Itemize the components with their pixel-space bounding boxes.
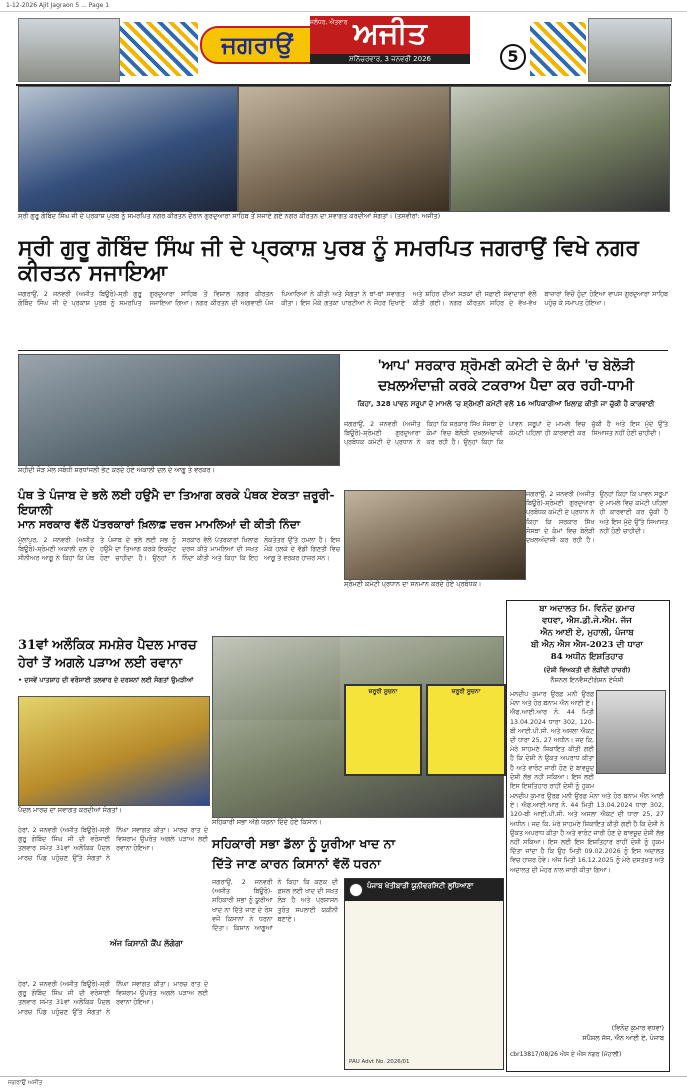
mid-photo-caption: ਸ਼ਹੀਦੀ ਜੋੜ ਮੇਲ ਸਬੰਧੀ ਸ਼ਰਧਾਂਜਲੀ ਭੇਟ ਕਰਦੇ ਹੋਏ ਅਕਾਲੀ ਦਲ ਦੇ ਆਗੂ ਤੇ ਵਰਕਰ। xyxy=(18,466,216,474)
masthead-pattern xyxy=(120,22,198,76)
ad-classified-2-title: ਜ਼ਰੂਰੀ ਸੂਚਨਾ xyxy=(451,688,481,695)
logo-title-left: ਜਗਰਾਉਂ xyxy=(200,26,314,64)
ad-classified-2 xyxy=(426,684,506,776)
story2-headline-line1: ਪੰਥ ਤੇ ਪੰਜਾਬ ਦੇ ਭਲੇ ਲਈ ਹਉਮੈ ਦਾ ਤਿਆਗ ਕਰਕੇ ਪੰਥਕ ਏਕਤਾ ਜ਼ਰੂਰੀ-ਇਯਾਲੀ xyxy=(18,488,335,517)
pau-emblem-icon xyxy=(349,883,363,897)
story3-body-continued: ਜਗਰਾਉਂ, 2 ਜਨਵਰੀ (ਅਜੀਤ ਬਿਊਰੋ)-ਸ਼੍ਰੋਮਣੀ ਗੁਰਦੁਆਰਾ ਪ੍ਰਬੰਧਕ ਕਮੇਟੀ ਦੇ ਪ੍ਰਧਾਨ ਨੇ ਕਿਹਾ ਕਿ ਸਰਕਾਰ ਸਿੱਖ ਸੰਸਥਾ ਦੇ ਕੰਮਾਂ ਵਿਚ ਬੇਲੋੜੀ ਦਖ਼ਲਅੰਦਾਜ਼ੀ ਕਰ ਰਹੀ ਹੈ। ਉਨ੍ਹਾਂ ਕਿਹਾ ਕਿ ਪਾਵਨ ਸਰੂਪਾਂ ਦੇ ਮਾਮਲੇ ਵਿਚ ਕਮੇਟੀ ਪਹਿਲਾਂ ਹੀ ਕਾਰਵਾਈ ਕਰ ਚੁੱਕੀ ਹੈ ਅਤੇ ਇਸ ਮੁੱਦੇ ਉੱਤੇ ਸਿਆਸਤ ਨਹੀਂ ਹੋਣੀ ਚਾਹੀਦੀ। xyxy=(526,491,668,545)
story4-body-continued: ਹੇਰਾਂ, 2 ਜਨਵਰੀ (ਅਜੀਤ ਬਿਊਰੋ)-ਸ੍ਰੀ ਗੁਰੂ ਗੋਬਿੰਦ ਸਿੰਘ ਜੀ ਦੀ ਵਰੋਸਾਈ ਤਲਵਾਰ ਸਮੇਤ 31ਵਾਂ ਅਲੌਕਿਕ ਪੈਦਲ ਮਾਰਚ ਪਿੰਡ ਪਹੁੰਚਣ ਉੱਤੇ ਸੰਗਤਾਂ ਨੇ ਨਿੱਘਾ ਸਵਾਗਤ ਕੀਤਾ। ਮਾਰਚ ਰਾਤ ਦੇ ਵਿਸ਼ਰਾਮ ਉਪਰੰਤ ਅਗਲੇ ਪੜਾਅ ਲਈ ਰਵਾਨਾ ਹੋਇਆ। xyxy=(18,981,208,1016)
divider xyxy=(18,350,668,351)
story3-headline-line2: ਦਖ਼ਲਅੰਦਾਜ਼ੀ ਕਰਕੇ ਟਕਰਾਅ ਪੈਦਾ ਕਰ ਰਹੀ-ਧਾਮੀ xyxy=(378,378,634,394)
story3-body: ਜਗਰਾਉਂ, 2 ਜਨਵਰੀ (ਅਜੀਤ ਬਿਊਰੋ)-ਸ਼੍ਰੋਮਣੀ ਗੁਰਦੁਆਰਾ ਪ੍ਰਬੰਧਕ ਕਮੇਟੀ ਦੇ ਪ੍ਰਧਾਨ ਨੇ ਕਿਹਾ ਕਿ ਸਰਕਾਰ ਸਿੱਖ ਸੰਸਥਾ ਦੇ ਕੰਮਾਂ ਵਿਚ ਬੇਲੋੜੀ ਦਖ਼ਲਅੰਦਾਜ਼ੀ ਕਰ ਰਹੀ ਹੈ। ਉਨ੍ਹਾਂ ਕਿਹਾ ਕਿ ਪਾਵਨ ਸਰੂਪਾਂ ਦੇ ਮਾਮਲੇ ਵਿਚ ਕਮੇਟੀ ਪਹਿਲਾਂ ਹੀ ਕਾਰਵਾਈ ਕਰ ਚੁੱਕੀ ਹੈ ਅਤੇ ਇਸ ਮੁੱਦੇ ਉੱਤੇ ਸਿਆਸਤ ਨਹੀਂ ਹੋਣੀ ਚਾਹੀਦੀ। xyxy=(344,421,668,447)
court-notice-title-5: 84 ਅਧੀਨ ਇਸ਼ਤਿਹਾਰ xyxy=(550,652,624,662)
photo-akali-tribute xyxy=(18,354,340,466)
story4-bullet: • ਦਸਵੇਂ ਪਾਤਸ਼ਾਹ ਦੀ ਵਰੋਸਾਈ ਤਲਵਾਰ ਦੇ ਦਰਸ਼ਨਾਂ ਲਈ ਸੰਗਤਾਂ ਉਮੜੀਆਂ xyxy=(18,676,194,684)
ad-pau-notice xyxy=(344,878,504,1070)
court-notice-body-continued: ਮਨਦੀਪ ਕੁਮਾਰ ਉਰਫ਼ ਮਨੀ ਉਰਫ਼ ਮੋਨਾ ਅਤੇ ਹੋਰ ਬਨਾਮ ਐਨ ਆਈ ਏ। ਐਫ.ਆਈ.ਆਰ ਨੰ. 44 ਮਿਤੀ 13.04.2024 ਧਾਰਾ 302, 120-ਬੀ ਆਈ.ਪੀ.ਸੀ. ਅਤੇ ਅਸਲਾ ਐਕਟ ਦੀ ਧਾਰਾ 25, 27 ਅਧੀਨ। ਜਦ ਕਿ, ਮੇਰੇ ਸਾਹਮਣੇ ਸ਼ਿਕਾਇਤ ਕੀਤੀ ਗਈ ਹੈ ਕਿ ਦੋਸ਼ੀ ਨੇ ਉਕਤ ਅਪਰਾਧ ਕੀਤਾ ਹੈ ਅਤੇ ਵਾਰੰਟ ਜਾਰੀ ਹੋਣ ਦੇ ਬਾਵਜੂਦ ਦੋਸ਼ੀ ਲੱਭ ਨਹੀਂ ਸਕਿਆ। ਇਸ ਲਈ ਇਸ ਇਸ਼ਤਿਹਾਰ ਰਾਹੀਂ ਦੋਸ਼ੀ ਨੂੰ ਹੁਕਮ ਦਿੱਤਾ ਜਾਂਦਾ ਹੈ ਕਿ ਉਹ ਮਿਤੀ 09.02.2026 ਨੂੰ ਇਸ ਅਦਾਲਤ ਵਿਚ ਹਾਜ਼ਰ ਹੋਵੇ। ਅੱਜ ਮਿਤੀ 16.12.2025 ਨੂੰ ਮੇਰੇ ਦਸਤਖ਼ਤ ਅਤੇ ਅਦਾਲਤ ਦੀ ਮੋਹਰ ਨਾਲ ਜਾਰੀ ਕੀਤਾ ਗਿਆ। xyxy=(510,793,664,874)
masthead-pattern-right xyxy=(530,22,586,76)
photo-dhami-honour xyxy=(344,490,526,580)
court-notice-signature: (ਵਿਨੋਦ ਕੁਮਾਰ ਵਧਵਾ) xyxy=(611,1024,664,1032)
edition-date: ਸ਼ਨਿੱਚਰਵਾਰ, 3 ਜਨਵਰੀ 2026 xyxy=(310,54,470,64)
story2-body: ਮੁੱਲਾਂਪੁਰ, 2 ਜਨਵਰੀ (ਅਜੀਤ ਬਿਊਰੋ)-ਸ਼੍ਰੋਮਣੀ ਅਕਾਲੀ ਦਲ ਦੇ ਸੀਨੀਅਰ ਆਗੂ ਨੇ ਕਿਹਾ ਕਿ ਪੰਥ ਤੇ ਪੰਜਾਬ ਦੇ ਭਲੇ ਲਈ ਸਭ ਨੂੰ ਹਉਮੈ ਦਾ ਤਿਆਗ ਕਰਕੇ ਇਕਜੁੱਟ ਹੋਣਾ ਚਾਹੀਦਾ ਹੈ। ਉਨ੍ਹਾਂ ਨੇ ਸਰਕਾਰ ਵੱਲੋਂ ਪੱਤਰਕਾਰਾਂ ਖ਼ਿਲਾਫ਼ ਦਰਜ ਕੀਤੇ ਮਾਮਲਿਆਂ ਦੀ ਸਖ਼ਤ ਨਿੰਦਾ ਕੀਤੀ ਅਤੇ ਕਿਹਾ ਕਿ ਇਹ ਲੋਕਤੰਤਰ ਉੱਤੇ ਹਮਲਾ ਹੈ। ਇਸ ਮੌਕੇ ਹਲਕੇ ਦੇ ਵੱਡੀ ਗਿਣਤੀ ਵਿਚ ਆਗੂ ਤੇ ਵਰਕਰ ਹਾਜ਼ਰ ਸਨ। xyxy=(18,537,340,563)
ad-pau-footer: PAU Advt No. 2026/01 xyxy=(349,1059,410,1065)
court-notice-title-4: ਬੀ ਐਨ ਐਸ ਐਸ-2023 ਦੀ ਧਾਰਾ xyxy=(530,640,643,650)
masthead-photo-right xyxy=(588,18,672,82)
photo-paidal-march xyxy=(18,696,210,806)
story5-caption: ਸਹਿਕਾਰੀ ਸਭਾ ਅੱਗੇ ਧਰਨਾ ਦਿੰਦੇ ਹੋਏ ਕਿਸਾਨ। xyxy=(212,818,322,826)
story2-headline-line2: ਮਾਨ ਸਰਕਾਰ ਵੱਲੋਂ ਪੱਤਰਕਾਰਾਂ ਖ਼ਿਲਾਫ਼ ਦਰਜ ਮਾਮਲਿਆਂ ਦੀ ਕੀਤੀ ਨਿੰਦਾ xyxy=(18,518,301,531)
court-notice-title-1: ਬਾ ਅਦਾਲਤ ਮਿ. ਵਿਨੋਦ ਕੁਮਾਰ xyxy=(539,604,635,614)
court-notice-title-3: ਐਨ ਆਈ ਏ, ਮੁਹਾਲੀ, ਪੰਜਾਬ xyxy=(540,628,634,638)
story5-headline-line2: ਦਿੱਤੇ ਜਾਣ ਕਾਰਨ ਕਿਸਾਨਾਂ ਵੱਲੋਂ ਧਰਨਾ xyxy=(212,856,381,871)
story4-sub-headline: ਅੱਜ ਕਿਸਾਨੀ ਕੈਂਪ ਲੱਗੇਗਾ xyxy=(110,938,183,948)
top-photo-caption: ਸ੍ਰੀ ਗੁਰੂ ਗੋਬਿੰਦ ਸਿੰਘ ਜੀ ਦੇ ਪ੍ਰਕਾਸ਼ ਪੁਰਬ ਨੂੰ ਸਮਰਪਿਤ ਨਗਰ ਕੀਰਤਨ ਦੌਰਾਨ ਗੁਰਦੁਆਰਾ ਸਾਹਿਬ ਤੋਂ ਸਜਾਏ ਗਏ ਨਗਰ ਕੀਰਤਨ ਦਾ ਸਵਾਗਤ ਕਰਦੀਆਂ ਸੰਗਤਾਂ। (ਤਸਵੀਰਾਂ: ਅਜੀਤ) xyxy=(18,212,441,220)
ad-classified-1 xyxy=(344,684,422,776)
print-slug-strip: 1-12-2026 Ajit Jagraon 5 ... Page 1 xyxy=(0,0,687,12)
court-notice-title-2: ਵਧਵਾ, ਐਸ.ਡੀ.ਜੇ.ਐਮ. ਜੱਜ xyxy=(542,616,632,626)
story4-headline-line1: 31ਵਾਂ ਅਲੌਕਿਕ ਸਮਸ਼ੇਰ ਪੈਦਲ ਮਾਰਚ xyxy=(18,638,197,653)
ad-pau-title: ਪੰਜਾਬ ਖੇਤੀਬਾੜੀ ਯੂਨੀਵਰਸਿਟੀ ਲੁਧਿਆਣਾ xyxy=(345,879,503,901)
logo-subtitle: ਜਲੰਧਰ, ਐਤਵਾਰ xyxy=(310,19,348,26)
story4-caption: ਪੈਦਲ ਮਾਰਚ ਦਾ ਸਵਾਗਤ ਕਰਦੀਆਂ ਸੰਗਤਾਂ। xyxy=(18,806,122,814)
page-number: 5 xyxy=(500,44,526,70)
photo-nagar-kirtan-1 xyxy=(18,86,238,212)
story3-subhead: ਕਿਹਾ, 328 ਪਾਵਨ ਸਰੂਪਾਂ ਦੇ ਮਾਮਲੇ 'ਚ ਸ਼੍ਰੋਮਣੀ ਕਮੇਟੀ ਵਲੋਂ 16 ਅਧਿਕਾਰੀਆਂ ਖ਼ਿਲਾਫ਼ ਕੀਤੀ ਜਾ ਚੁੱਕੀ ਹੈ ਕਾਰਵਾਈ xyxy=(357,400,655,408)
court-notice-subtitle: (ਦੋਸ਼ੀ ਵਿਅਕਤੀ ਦੀ ਲੋੜੀਂਦੀ ਹਾਜ਼ਰੀ) xyxy=(543,666,631,674)
story4-headline-line2: ਹੇਰਾਂ ਤੋਂ ਅਗਲੇ ਪੜਾਅ ਲਈ ਰਵਾਨਾ xyxy=(18,656,183,671)
story1-body: ਜਗਰਾਉਂ, 2 ਜਨਵਰੀ (ਅਜੀਤ ਬਿਊਰੋ)-ਸ੍ਰੀ ਗੁਰੂ ਗੋਬਿੰਦ ਸਿੰਘ ਜੀ ਦੇ ਪ੍ਰਕਾਸ਼ ਪੁਰਬ ਨੂੰ ਸਮਰਪਿਤ ਗੁਰਦੁਆਰਾ ਸਾਹਿਬ ਤੋਂ ਵਿਸ਼ਾਲ ਨਗਰ ਕੀਰਤਨ ਸਜਾਇਆ ਗਿਆ। ਨਗਰ ਕੀਰਤਨ ਦੀ ਅਗਵਾਈ ਪੰਜ ਪਿਆਰਿਆਂ ਨੇ ਕੀਤੀ ਅਤੇ ਸੰਗਤਾਂ ਨੇ ਥਾਂ-ਥਾਂ ਸਵਾਗਤ ਕੀਤਾ। ਇਸ ਮੌਕੇ ਗਤਕਾ ਪਾਰਟੀਆਂ ਨੇ ਜੌਹਰ ਦਿਖਾਏ ਅਤੇ ਸ਼ਹਿਰ ਦੀਆਂ ਸੜਕਾਂ ਦੀ ਸਫ਼ਾਈ ਸੇਵਾਦਾਰਾਂ ਵੱਲੋਂ ਕੀਤੀ ਗਈ। ਨਗਰ ਕੀਰਤਨ ਸ਼ਹਿਰ ਦੇ ਵੱਖ-ਵੱਖ ਬਾਜ਼ਾਰਾਂ ਵਿਚੋਂ ਹੁੰਦਾ ਹੋਇਆ ਵਾਪਸ ਗੁਰਦੁਆਰਾ ਸਾਹਿਬ ਪਹੁੰਚ ਕੇ ਸਮਾਪਤ ਹੋਇਆ। xyxy=(18,291,668,308)
photo-nagar-kirtan-2 xyxy=(238,86,450,212)
court-notice-sign-role: ਸਪੈਸ਼ਲ ਜੱਜ, ਐਨ ਆਈ ਏ, ਪੰਜਾਬ xyxy=(582,1034,664,1042)
story3-caption: ਸ਼੍ਰੋਮਣੀ ਕਮੇਟੀ ਪ੍ਰਧਾਨ ਦਾ ਸਨਮਾਨ ਕਰਦੇ ਹੋਏ ਪ੍ਰਬੰਧਕ। xyxy=(344,580,482,588)
court-notice-ref: ਨੈਸ਼ਨਲ ਇਨਵੈਸਟੀਗੇਸ਼ਨ ਏਜੰਸੀ xyxy=(550,676,624,684)
court-notice-footer: cbr13817/08/26 ਐਸ ਏ ਐਸ ਨਗਰ (ਮੋਹਾਲੀ) xyxy=(510,1051,622,1058)
court-notice-body: ਮਨਦੀਪ ਕੁਮਾਰ ਉਰਫ਼ ਮਨੀ ਉਰਫ਼ ਮੋਨਾ ਅਤੇ ਹੋਰ ਬਨਾਮ ਐਨ ਆਈ ਏ। ਐਫ.ਆਈ.ਆਰ ਨੰ. 44 ਮਿਤੀ 13.04.2024 ਧਾਰਾ 302, 120-ਬੀ ਆਈ.ਪੀ.ਸੀ. ਅਤੇ ਅਸਲਾ ਐਕਟ ਦੀ ਧਾਰਾ 25, 27 ਅਧੀਨ। ਜਦ ਕਿ, ਮੇਰੇ ਸਾਹਮਣੇ ਸ਼ਿਕਾਇਤ ਕੀਤੀ ਗਈ ਹੈ ਕਿ ਦੋਸ਼ੀ ਨੇ ਉਕਤ ਅਪਰਾਧ ਕੀਤਾ ਹੈ ਅਤੇ ਵਾਰੰਟ ਜਾਰੀ ਹੋਣ ਦੇ ਬਾਵਜੂਦ ਦੋਸ਼ੀ ਲੱਭ ਨਹੀਂ ਸਕਿਆ। ਇਸ ਲਈ ਇਸ ਇਸ਼ਤਿਹਾਰ ਰਾਹੀਂ ਦੋਸ਼ੀ ਨੂੰ ਹੁਕਮ xyxy=(510,691,594,790)
masthead-photo-left xyxy=(18,18,120,82)
main-headline: ਸ੍ਰੀ ਗੁਰੂ ਗੋਬਿੰਦ ਸਿੰਘ ਜੀ ਦੇ ਪ੍ਰਕਾਸ਼ ਪੁਰਬ ਨੂੰ ਸਮਰਪਿਤ ਜਗਰਾਉਂ ਵਿਖੇ ਨਗਰ ਕੀਰਤਨ ਸਜਾਇਆ xyxy=(18,236,639,286)
photo-street-cleaning xyxy=(450,86,670,212)
newspaper-logo xyxy=(200,16,500,64)
logo-title-right: ਅਜੀਤ xyxy=(310,16,470,64)
ad-classified-1-title: ਜ਼ਰੂਰੀ ਸੂਚਨਾ xyxy=(368,688,398,695)
story4-body: ਹੇਰਾਂ, 2 ਜਨਵਰੀ (ਅਜੀਤ ਬਿਊਰੋ)-ਸ੍ਰੀ ਗੁਰੂ ਗੋਬਿੰਦ ਸਿੰਘ ਜੀ ਦੀ ਵਰੋਸਾਈ ਤਲਵਾਰ ਸਮੇਤ 31ਵਾਂ ਅਲੌਕਿਕ ਪੈਦਲ ਮਾਰਚ ਪਿੰਡ ਪਹੁੰਚਣ ਉੱਤੇ ਸੰਗਤਾਂ ਨੇ ਨਿੱਘਾ ਸਵਾਗਤ ਕੀਤਾ। ਮਾਰਚ ਰਾਤ ਦੇ ਵਿਸ਼ਰਾਮ ਉਪਰੰਤ ਅਗਲੇ ਪੜਾਅ ਲਈ ਰਵਾਨਾ ਹੋਇਆ। xyxy=(18,827,208,862)
story5-body: ਜਗਰਾਉਂ, 2 ਜਨਵਰੀ (ਅਜੀਤ ਬਿਊਰੋ)-ਸਹਿਕਾਰੀ ਸਭਾ ਨੂੰ ਯੂਰੀਆ ਖਾਦ ਨਾ ਦਿੱਤੇ ਜਾਣ ਦੇ ਰੋਸ ਵਜੋਂ ਕਿਸਾਨਾਂ ਨੇ ਧਰਨਾ ਦਿੱਤਾ। ਕਿਸਾਨ ਆਗੂਆਂ ਨੇ ਕਿਹਾ ਕਿ ਕਣਕ ਦੀ ਫ਼ਸਲ ਲਈ ਖਾਦ ਦੀ ਸਖ਼ਤ ਲੋੜ ਹੈ ਅਤੇ ਪ੍ਰਸ਼ਾਸਨ ਤੁਰੰਤ ਸਪਲਾਈ ਯਕੀਨੀ ਬਣਾਏ। xyxy=(212,879,338,933)
story5-headline-line1: ਸਹਿਕਾਰੀ ਸਭਾ ਡੱਲਾ ਨੂੰ ਯੂਰੀਆ ਖਾਦ ਨਾ xyxy=(212,836,396,851)
accused-photo xyxy=(596,690,666,774)
story3-headline-line1: 'ਆਪ' ਸਰਕਾਰ ਸ਼੍ਰੋਮਣੀ ਕਮੇਟੀ ਦੇ ਕੰਮਾਂ 'ਚ ਬੇਲੋੜੀ xyxy=(377,358,635,374)
bottom-strip: ਜਗਰਾਉਂ ਅਜੀਤ xyxy=(0,1076,687,1089)
